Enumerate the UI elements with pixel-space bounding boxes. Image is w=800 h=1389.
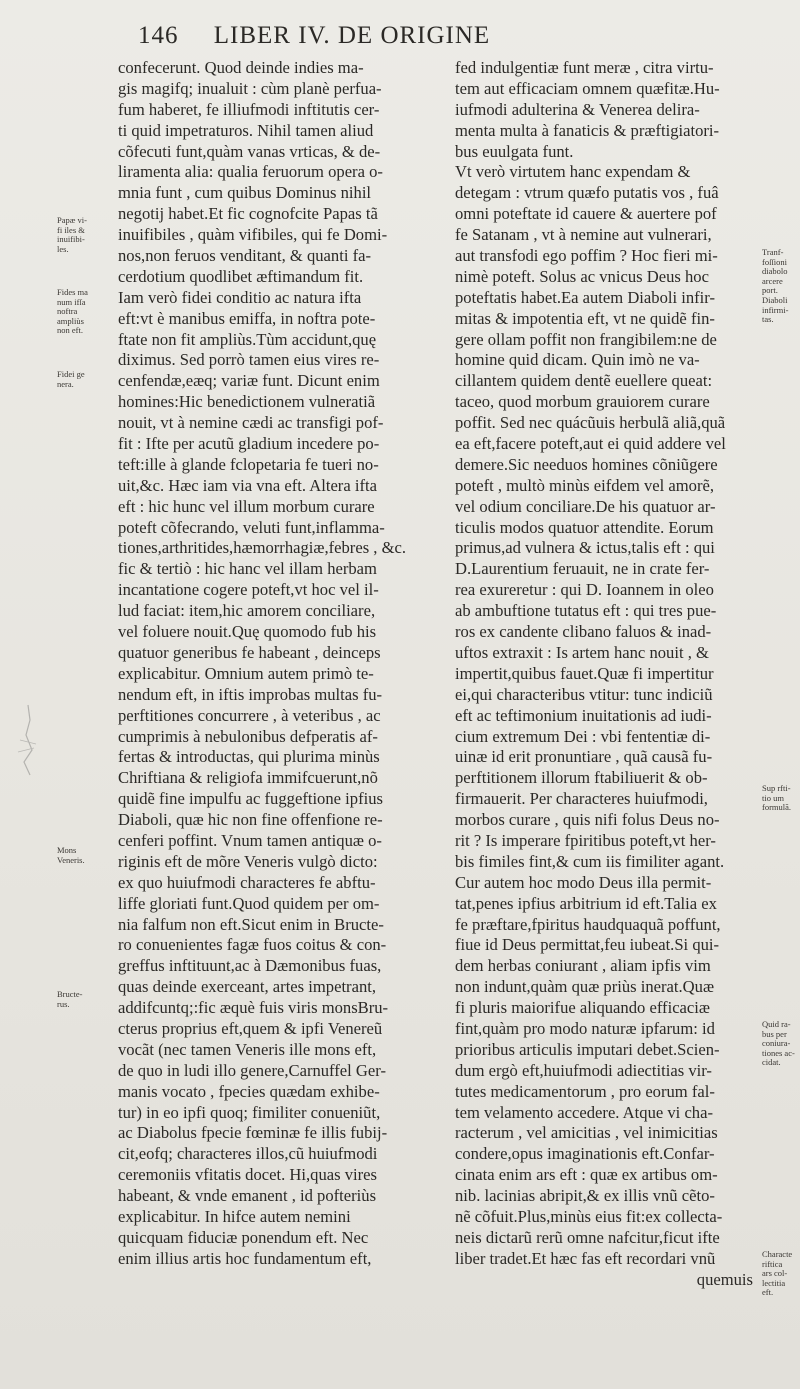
text-line: liffe gloriati funt.Quod quidem per om- xyxy=(118,893,380,913)
text-line: vel odium conciliare.De his quatuor ar- xyxy=(455,496,716,516)
text-line: aut transfodi ego poffim ? Hoc fieri mi- xyxy=(455,246,718,266)
margin-note-left: Mons Veneris. xyxy=(57,845,85,865)
text-line: tutes medicamentorum , pro eorum fal- xyxy=(455,1081,715,1101)
text-line: tat,penes ipfius arbitrium id eft.Talia ex xyxy=(455,893,717,913)
text-line: ei,qui characteribus vtitur: tunc indiciũ xyxy=(455,684,713,704)
text-line: ab ambuftione tutatus eft : qui tres pue- xyxy=(455,601,717,621)
page-header xyxy=(138,22,698,58)
text-line: racterum , vel amicitias , vel inimicitias xyxy=(455,1123,718,1143)
text-line: eft : hic hunc vel illum morbum curare xyxy=(118,496,375,516)
text-line: gere ollam poffit non frangibilem:ne de xyxy=(455,329,717,349)
text-line: riginis eft de mõre Veneris vulgò dicto: xyxy=(118,851,378,871)
text-line: nia falfum non eft.Sicut enim in Bructe- xyxy=(118,914,384,934)
text-line: ac Diabolus fpecie fœminæ fe illis fubij- xyxy=(118,1123,388,1143)
running-head: LIBER IV. DE ORIGINE xyxy=(213,22,491,49)
text-line: D.Laurentium feruauit, ne in crate fer- xyxy=(455,559,710,579)
text-line: incantatione cogere poteft,vt hoc vel il- xyxy=(118,580,379,600)
text-line: fic & tertiò : hic hanc vel illam herbam xyxy=(118,559,377,579)
text-line: dem herbas coniurant , aliam ipfis vim xyxy=(455,956,711,976)
text-line: tur) in eo ipfi quoq; fimiliter conueniũt, xyxy=(118,1102,381,1122)
text-line: fe præftare,fpiritus haudquaquã poffunt, xyxy=(455,914,721,934)
text-line: uit,&c. Hæc iam via vna eft. Altera ifta xyxy=(118,475,377,495)
text-line: fi pluris maiorifue aliquando efficaciæ xyxy=(455,998,710,1018)
text-line: neis dictarũ rerũ omne nafcitur,ficut ifte xyxy=(455,1227,720,1247)
text-line: ex quo huiufmodi characteres fe abftu- xyxy=(118,872,376,892)
margin-note-left: Bructe- rus. xyxy=(57,989,83,1009)
text-line: Diaboli, quæ hic non fine offenfione re- xyxy=(118,810,383,830)
text-line: cinata enim ars eft : quæ ex artibus om- xyxy=(455,1165,718,1185)
text-line: ceremoniis vfitatis docet. Hi,quas vires xyxy=(118,1165,377,1185)
text-line: nib. lacinias abripit,& ex illis vnũ cẽto- xyxy=(455,1186,715,1206)
text-line: eft:vt è manibus emiffa, in noftra pote- xyxy=(118,308,376,328)
text-line: firmauerit. Per characteres huiufmodi, xyxy=(455,789,708,809)
margin-note-left: Fidei ge nera. xyxy=(57,369,85,389)
text-line: addifcuntq;:fic æquè fuis viris monsBru- xyxy=(118,998,389,1018)
text-line: de quo in ludi illo genere,Carnuffel Ger- xyxy=(118,1060,387,1080)
text-line: Cur autem hoc modo Deus illa permit- xyxy=(455,872,712,892)
text-line: poteft cõfecrando, veluti funt,inflamma- xyxy=(118,517,385,537)
text-line: iufmodi adulterina & Venerea delira- xyxy=(455,99,700,119)
text-line: vel foluere nouit.Quę quomodo fub his xyxy=(118,622,377,642)
margin-note-left: Papæ vi- fi iles & inuifibi- les. xyxy=(57,215,87,254)
text-line: uftos extraxit : Is artem hanc nouit , & xyxy=(455,642,709,662)
text-line: bis fimiles fint,& cum iis fimiliter agant. xyxy=(455,851,725,871)
text-line: enim illius artis hoc fundamentum eft, xyxy=(118,1248,372,1268)
text-line: ea eft,facere poteft,aut ei quid addere vel xyxy=(455,434,726,454)
text-line: mitas & impotentia eft, vt ne quidẽ fin- xyxy=(455,308,715,328)
text-line: liramenta alia: qualia feruorum opera o- xyxy=(118,162,383,182)
text-line: ro conuenientes fagæ fuos coitus & con- xyxy=(118,935,387,955)
text-line: Chriftiana & religiofa immifcuerunt,nõ xyxy=(118,768,378,788)
text-line: taceo, quod morbum grauiorem curare xyxy=(455,392,710,412)
text-line: liber tradet.Et hæc fas eft recordari vnũ xyxy=(455,1248,716,1268)
text-line: vocãt (nec tamen Veneris ille mons eft, xyxy=(118,1039,377,1059)
text-line: Iam verò fidei conditio ac natura ifta xyxy=(118,287,362,307)
text-line: Vt verò virtutem hanc expendam & xyxy=(455,162,691,182)
text-line: mnia funt , cum quibus Dominus nihil xyxy=(118,183,372,203)
text-line: impertit,quibus fauet.Quæ fi impertitur xyxy=(455,663,714,683)
margin-note-right: Characte riftica ars col- lectitia eft. xyxy=(762,1249,793,1298)
text-line: eft ac teftimonium inuitationis ad iudi- xyxy=(455,705,712,725)
text-line: quatuor generibus fe habeant , deinceps xyxy=(118,642,381,662)
text-line: poteftatis habet.Ea autem Diaboli infir- xyxy=(455,287,716,307)
text-line: nẽ cõfuit.Plus,minùs eius fit:ex collecta- xyxy=(455,1206,723,1226)
text-line: tiones,arthritides,hæmorrhagiæ,febres , &c. xyxy=(118,538,407,558)
text-line: cõfecuti funt,quàm vanas vrticas, & de- xyxy=(118,141,381,161)
text-line: nos,non feruos venditant, & quanti fa- xyxy=(118,246,371,266)
text-line: quicquam fiduciæ ponendum eft. Nec xyxy=(118,1227,369,1247)
text-line: prioribus articulis imputari debet.Scien- xyxy=(455,1039,720,1059)
text-line: fertas & introductas, qui plurima minùs xyxy=(118,747,380,767)
text-line: ftate non fit ampliùs.Tùm accidunt,quę xyxy=(118,329,377,349)
text-line: poteft , multò minùs eifdem vel amorẽ, xyxy=(455,475,714,495)
text-line: tem aut efficaciam omnem quæfitæ.Hu- xyxy=(455,78,720,98)
text-line: confecerunt. Quod deinde indies ma- xyxy=(118,58,364,77)
text-line: dum ergò eft,huiufmodi adiectitias vir- xyxy=(455,1060,712,1080)
text-line: nouit, vt à nemine cædi ac transfigi pof- xyxy=(118,413,384,433)
text-line: quas deinde exerceant, artes impetrant, xyxy=(118,977,377,997)
text-line: fit : Ifte per acutũ gladium incedere po- xyxy=(118,434,380,454)
page-number: 146 xyxy=(138,22,179,49)
text-line: cillantem quidem dentẽ euellere queat: xyxy=(455,371,713,391)
ink-stain-mark xyxy=(8,700,48,780)
text-line: fiue id Deus permittat,feu iubeat.Si qui- xyxy=(455,935,720,955)
margin-note-right: Sup rfti- tio um formulã. xyxy=(762,783,792,813)
margin-note-left: Fides ma num ifſa noftra ampliùs non eft. xyxy=(57,287,88,336)
text-line: cit,eofq; characteres illos,cũ huiufmodi xyxy=(118,1144,378,1164)
right-text-column xyxy=(455,58,765,1291)
text-line: poffit. Sed nec quácũuis herbulã aliã,quã xyxy=(455,413,726,433)
text-line: diximus. Sed porrò tamen eius vires re- xyxy=(118,350,380,370)
text-line: fint,quàm pro modo naturæ ipfarum: id xyxy=(455,1018,715,1038)
text-line: non indunt,quàm quæ priùs inerat.Quæ xyxy=(455,977,715,997)
text-line: rea exureretur : qui D. Ioannem in oleo xyxy=(455,580,714,600)
text-line: cenferi poffint. Vnum tamen antiquæ o- xyxy=(118,830,382,850)
text-line: ros ex candente clibano faluos & inad- xyxy=(455,622,712,642)
margin-note-right: Quid ra- bus per coniura- tiones ac- cidat. xyxy=(762,1019,795,1068)
text-line: detegam : vtrum quæfo putatis vos , fuâ xyxy=(455,183,719,203)
text-line: condere,opus imaginationis eft.Confar- xyxy=(455,1144,715,1164)
text-line: manis vocato , fpecies quædam exhibe- xyxy=(118,1081,380,1101)
text-line: perftitiones concurrere , à veteribus , ac xyxy=(118,705,381,725)
text-line: teft:ille à glande fclopetaria fe tueri no- xyxy=(118,454,379,474)
text-line: homine quid dicam. Quin imò ne va- xyxy=(455,350,700,370)
text-line: habeant, & vnde emanent , id pofteriùs xyxy=(118,1186,377,1206)
text-line: fed indulgentiæ funt meræ , citra virtu- xyxy=(455,58,714,77)
text-line: ticulis modos quatuor attendite. Eorum xyxy=(455,517,714,537)
text-line: gis magifq; inualuit : cùm planè perfua- xyxy=(118,78,382,98)
text-line: quidẽ fine impulfu ac fuggeftione ipfius xyxy=(118,789,383,809)
text-line: tem velamento accedere. Atque vi cha- xyxy=(455,1102,713,1122)
text-line: quemuis xyxy=(696,1269,753,1289)
text-line: menta multa à fanaticis & præftigiatori- xyxy=(455,120,720,140)
text-line: greffus inftituunt,ac à Dæmonibus fuas, xyxy=(118,956,382,976)
text-line: bus euulgata funt. xyxy=(455,141,574,161)
left-text-column xyxy=(118,58,438,1270)
text-line: negotij habet.Et fic cognofcite Papas tã xyxy=(118,204,378,224)
margin-note-right: Tranf- foſſioni diabolo arcere port. Diaboli infirmi- tas. xyxy=(762,247,789,325)
text-line: cium extremum Dei : vbi fententiæ di- xyxy=(455,726,711,746)
text-line: lud faciat: item,hic amorem conciliare, xyxy=(118,601,376,621)
text-line: primus,ad vulnera & ictus,talis eft : qui xyxy=(455,538,715,558)
text-line: explicabitur. Omnium autem primò te- xyxy=(118,663,374,683)
text-line: nendum eft, in iftis improbas multas fu- xyxy=(118,684,383,704)
text-line: morbos curare , quis nifi folus Deus no- xyxy=(455,810,720,830)
text-line: fe Satanam , vt à nemine aut vulnerari, xyxy=(455,225,712,245)
text-line: omni poteftate id cauere & auertere pof xyxy=(455,204,717,224)
text-line: nimè poteft. Solus ac vnicus Deus hoc xyxy=(455,266,709,286)
text-line: cerdotium quodlibet æftimandum fit. xyxy=(118,266,364,286)
text-line: perftitionem illorum ftabiliuerit & ob- xyxy=(455,768,708,788)
text-line: fum haberet, fe illiufmodi inftitutis cer- xyxy=(118,99,380,119)
text-line: cenfendæ,eæq; variæ funt. Dicunt enim xyxy=(118,371,380,391)
text-line: homines:Hic benedictionem vulneratiã xyxy=(118,392,376,412)
text-line: uinæ id erit pronuntiare , quã causã fu- xyxy=(455,747,713,767)
text-line: cterus proprius eft,quem & ipfi Venereũ xyxy=(118,1018,383,1038)
text-line: cumprimis à nebulonibus defperatis af- xyxy=(118,726,378,746)
text-line: rit ? Is imperare fpiritibus poteft,vt her- xyxy=(455,830,716,850)
text-line: ti quid impetraturos. Nihil tamen aliud xyxy=(118,120,374,140)
text-line: explicabitur. In hifce autem nemini xyxy=(118,1206,351,1226)
text-line: inuifibiles , quàm vifibiles, qui fe Domi- xyxy=(118,225,388,245)
text-line: demere.Sic needuos homines cõniũgere xyxy=(455,454,718,474)
